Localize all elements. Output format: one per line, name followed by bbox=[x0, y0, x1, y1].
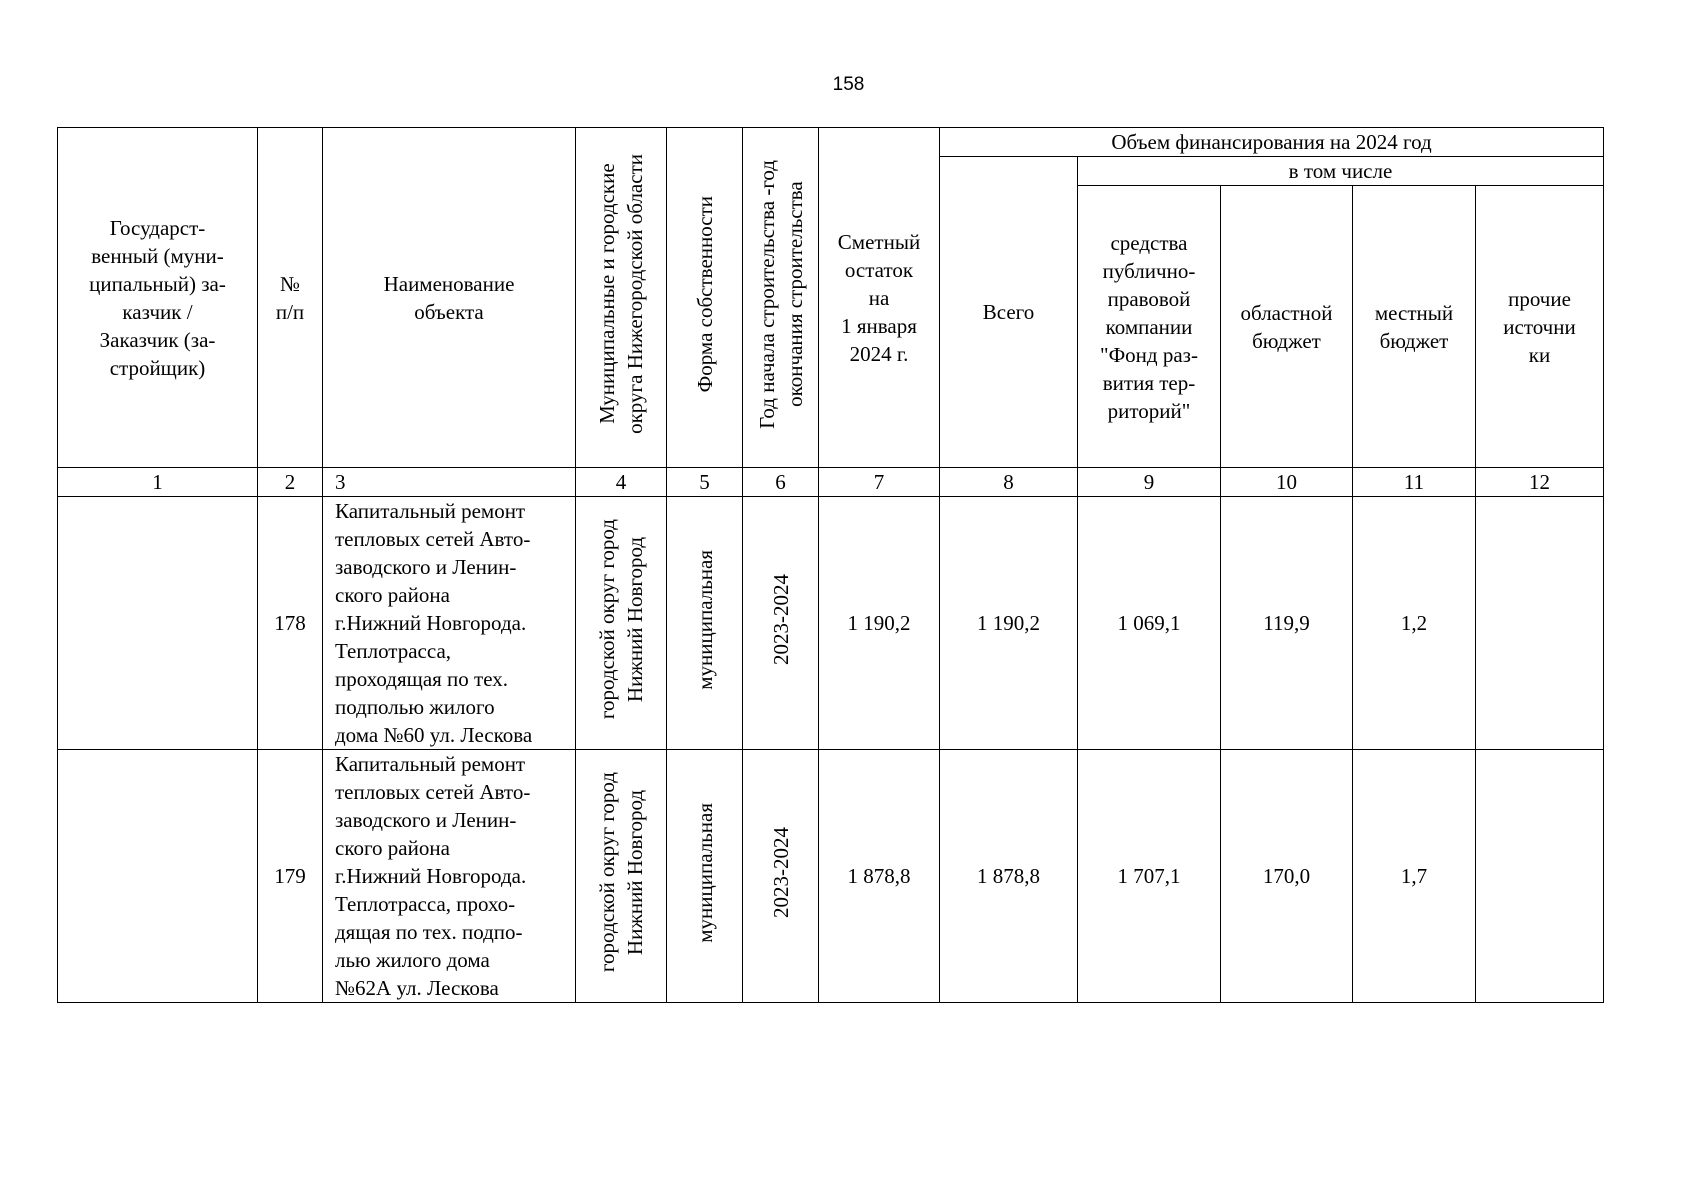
column-numbers-row bbox=[58, 468, 1604, 497]
cell-years: 2023-2024 bbox=[743, 750, 819, 1003]
cell-other-sources bbox=[1476, 497, 1604, 750]
cell-estimated-balance: 1 190,2 bbox=[819, 497, 940, 750]
cell-estimated-balance: 1 878,8 bbox=[819, 750, 940, 1003]
table-row bbox=[58, 497, 1604, 750]
cell-regional-budget: 170,0 bbox=[1221, 750, 1353, 1003]
cell-fund: 1 707,1 bbox=[1078, 750, 1221, 1003]
column-number: 3 bbox=[323, 468, 576, 497]
cell-municipality: городской округ город Нижний Новгород bbox=[576, 750, 667, 1003]
cell-fund: 1 069,1 bbox=[1078, 497, 1221, 750]
column-number: 6 bbox=[743, 468, 819, 497]
header-other-sources: прочие источни ки bbox=[1476, 186, 1604, 468]
column-number: 1 bbox=[58, 468, 258, 497]
cell-total: 1 878,8 bbox=[940, 750, 1078, 1003]
header-local-budget: местный бюджет bbox=[1353, 186, 1476, 468]
page-number: 158 bbox=[832, 74, 865, 95]
cell-other-sources bbox=[1476, 750, 1604, 1003]
header-number: № п/п bbox=[258, 128, 323, 468]
cell-total: 1 190,2 bbox=[940, 497, 1078, 750]
header-funding-title: Объем финансирования на 2024 год bbox=[940, 128, 1604, 157]
cell-ownership: муниципальная bbox=[667, 497, 743, 750]
column-number: 11 bbox=[1353, 468, 1476, 497]
cell-object-name: Капитальный ремонт тепловых сетей Авто- заводского и Ленин- ского района г.Нижний Новгорода. Теплотрасса, прохо- дящая по тех. подпо- лью жилого дома №62А ул. Лескова bbox=[323, 750, 576, 1003]
cell-municipality: городской округ город Нижний Новгород bbox=[576, 497, 667, 750]
header-fund: средства публично- правовой компании "Фонд раз- вития тер- риторий" bbox=[1078, 186, 1221, 468]
cell-number: 178 bbox=[258, 497, 323, 750]
cell-customer bbox=[58, 750, 258, 1003]
header-total: Всего bbox=[940, 157, 1078, 468]
header-years: Год начала строительства -год окончания строительства bbox=[743, 128, 819, 468]
column-number: 4 bbox=[576, 468, 667, 497]
cell-customer bbox=[58, 497, 258, 750]
cell-number: 179 bbox=[258, 750, 323, 1003]
header-customer: Государст- венный (муни- ципальный) за- казчик / Заказчик (за- стройщик) bbox=[58, 128, 258, 468]
header-including: в том числе bbox=[1078, 157, 1604, 186]
table-row bbox=[58, 750, 1604, 1003]
column-number: 10 bbox=[1221, 468, 1353, 497]
column-number: 5 bbox=[667, 468, 743, 497]
cell-regional-budget: 119,9 bbox=[1221, 497, 1353, 750]
column-number: 12 bbox=[1476, 468, 1604, 497]
cell-local-budget: 1,7 bbox=[1353, 750, 1476, 1003]
financing-table bbox=[57, 127, 1604, 1003]
cell-local-budget: 1,2 bbox=[1353, 497, 1476, 750]
column-number: 8 bbox=[940, 468, 1078, 497]
header-estimated-balance: Сметный остаток на 1 января 2024 г. bbox=[819, 128, 940, 468]
header-ownership: Форма собственности bbox=[667, 128, 743, 468]
column-number: 9 bbox=[1078, 468, 1221, 497]
column-number: 2 bbox=[258, 468, 323, 497]
header-object-name: Наименование объекта bbox=[323, 128, 576, 468]
header-municipality: Муниципальные и городские округа Нижегородской области bbox=[576, 128, 667, 468]
column-number: 7 bbox=[819, 468, 940, 497]
cell-ownership: муниципальная bbox=[667, 750, 743, 1003]
header-regional-budget: областной бюджет bbox=[1221, 186, 1353, 468]
cell-object-name: Капитальный ремонт тепловых сетей Авто- заводского и Ленин- ского района г.Нижний Новгорода. Теплотрасса, проходящая по тех. подполью жилого дома №60 ул. Лескова bbox=[323, 497, 576, 750]
cell-years: 2023-2024 bbox=[743, 497, 819, 750]
